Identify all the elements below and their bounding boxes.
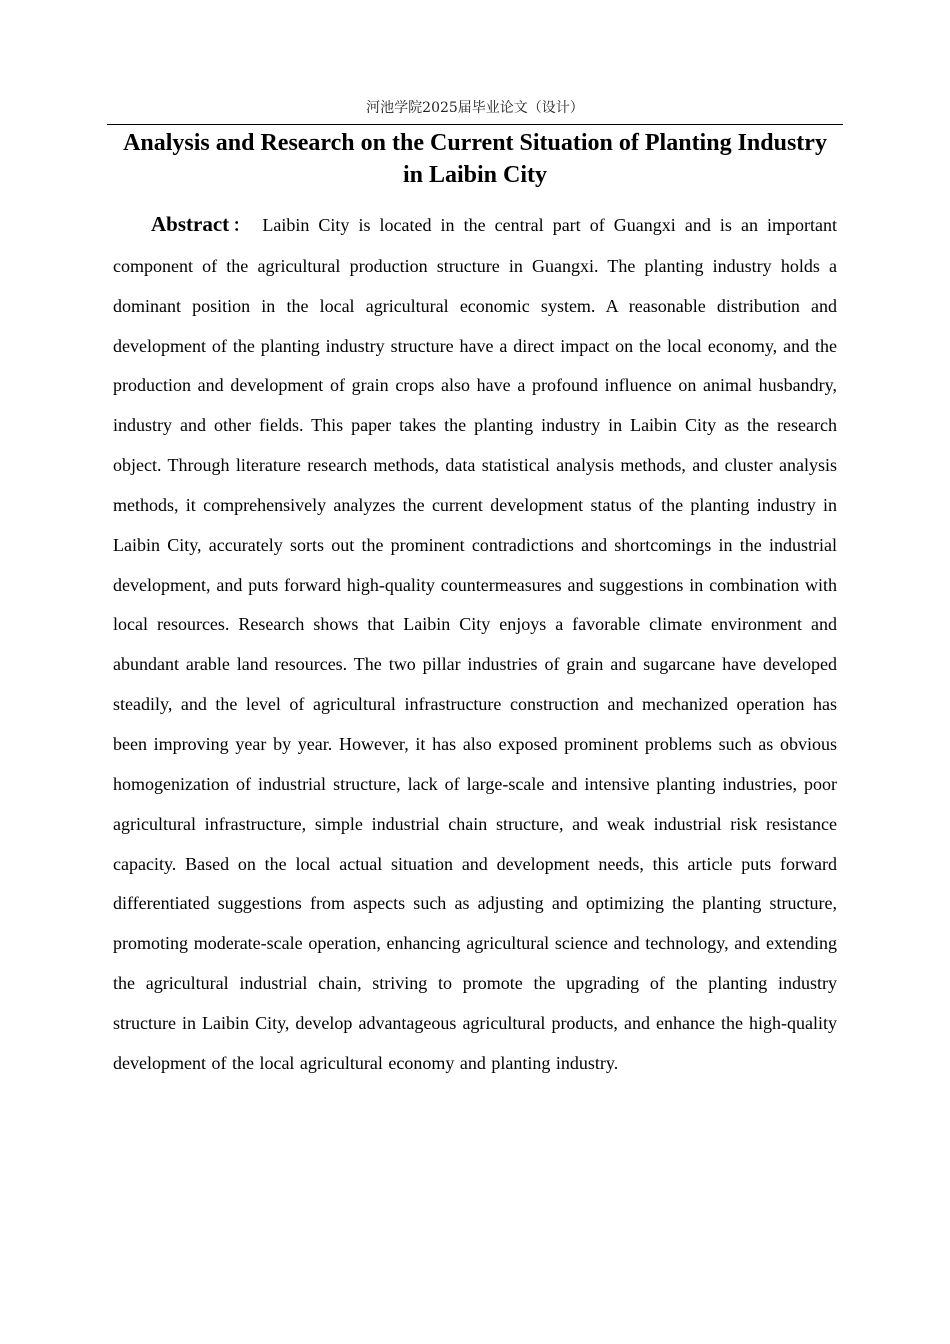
abstract-colon: ： [229, 216, 254, 236]
abstract-label: Abstract [151, 212, 230, 236]
paper-title: Analysis and Research on the Current Situation of Planting Industry in Laibin City [123, 130, 827, 188]
header-rule [107, 124, 843, 125]
running-header: 河池学院2025届毕业论文（设计） [366, 100, 584, 116]
abstract-text: Laibin City is located in the central part of Guangxi and is an important component of the agricultural production structure in Guangxi. The planting industry holds a dominant position in the local agricultural economic system. A reasonable distribution and development of the planting industry structure have a direct impact on the local economy, and the production and development of grain crops also have a profound influence on animal husbandry, industry and other fields. This paper takes the planting industry in Laibin City as the research object. Through literature research methods, data statistical analysis methods, and cluster analysis methods, it comprehensively analyzes the current development status of the planting industry in Laibin City, accurately sorts out the prominent contradictions and shortcomings in the industrial development, and puts forward high-quality countermeasures and suggestions in combination with local resources. Research shows that Laibin City enjoys a favorable climate environment and abundant arable land resources. The two pillar industries of grain and sugarcane have developed steadily, and the level of agricultural infrastructure construction and mechanized operation has been improving year by year. However, it has also exposed prominent problems such as obvious homogenization of industrial structure, lack of large-scale and intensive planting industries, poor agricultural infrastructure, simple industrial chain structure, and weak industrial risk resistance capacity. Based on the local actual situation and development needs, this article puts forward differentiated suggestions from aspects such as adjusting and optimizing the planting structure, promoting moderate-scale operation, enhancing agricultural science and technology, and extending the agricultural industrial chain, striving to promote the upgrading of the planting industry structure in Laibin City, develop advantageous agricultural products, and enhance the high-quality development of the local agricultural economy and planting industry. [113, 215, 837, 1073]
abstract-paragraph [113, 205, 837, 1084]
